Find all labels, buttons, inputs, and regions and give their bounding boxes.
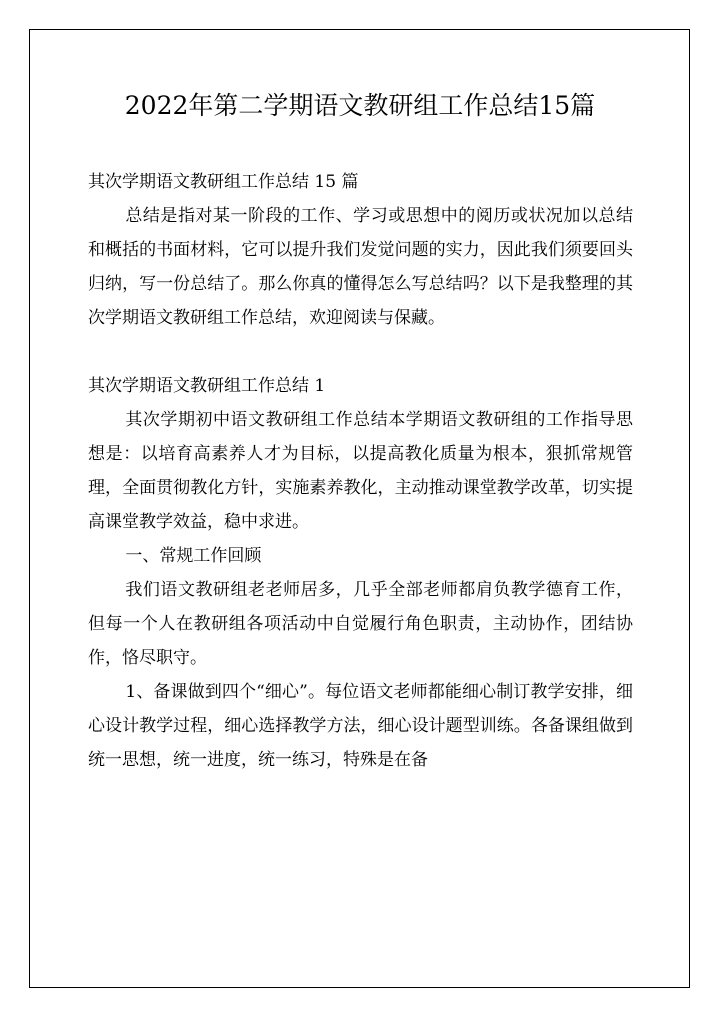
section-paragraph-2: 我们语文教研组老老师居多，几乎全部老师都肩负教学德育工作，但每一个人在教研组各项活动中自觉履行角色职责，主动协作，团结协作，恪尽职守。 [88,580,633,668]
intro-paragraph: 总结是指对某一阶段的工作、学习或思想中的阅历或状况加以总结和概括的书面材料，它可以提升我们发觉问题的实力，因此我们须要回头归纳，写一份总结了。那么你真的懂得怎么写总结吗？以下是我整理的其次学期语文教研组工作总结，欢迎阅读与保藏。 [88,206,633,328]
document-title: 2022年第二学期语文教研组工作总结15篇 [124,91,596,120]
section-paragraph-3: 1、备课做到四个“细心”。每位语文老师都能细心制订教学安排，细心设计教学过程，细心选择教学方法，细心设计题型训练。各备课组做到统一思想，统一进度，统一练习，特殊是在备 [88,682,633,770]
section-heading: 其次学期语文教研组工作总结 1 [88,376,326,396]
document-body [88,165,633,777]
section-paragraph-1: 其次学期初中语文教研组工作总结本学期语文教研组的工作指导思想是：以培育高素养人才为目标，以提高教化质量为根本，狠抓常规管理，全面贯彻教化方针，实施素养教化，主动推动课堂教学改革，切实提高课堂教学效益，稳中求进。 [88,410,633,532]
document-subtitle: 其次学期语文教研组工作总结 15 篇 [88,172,359,192]
subheading-routine-review: 一、常规工作回顾 [125,546,262,566]
blank-line [88,335,633,369]
